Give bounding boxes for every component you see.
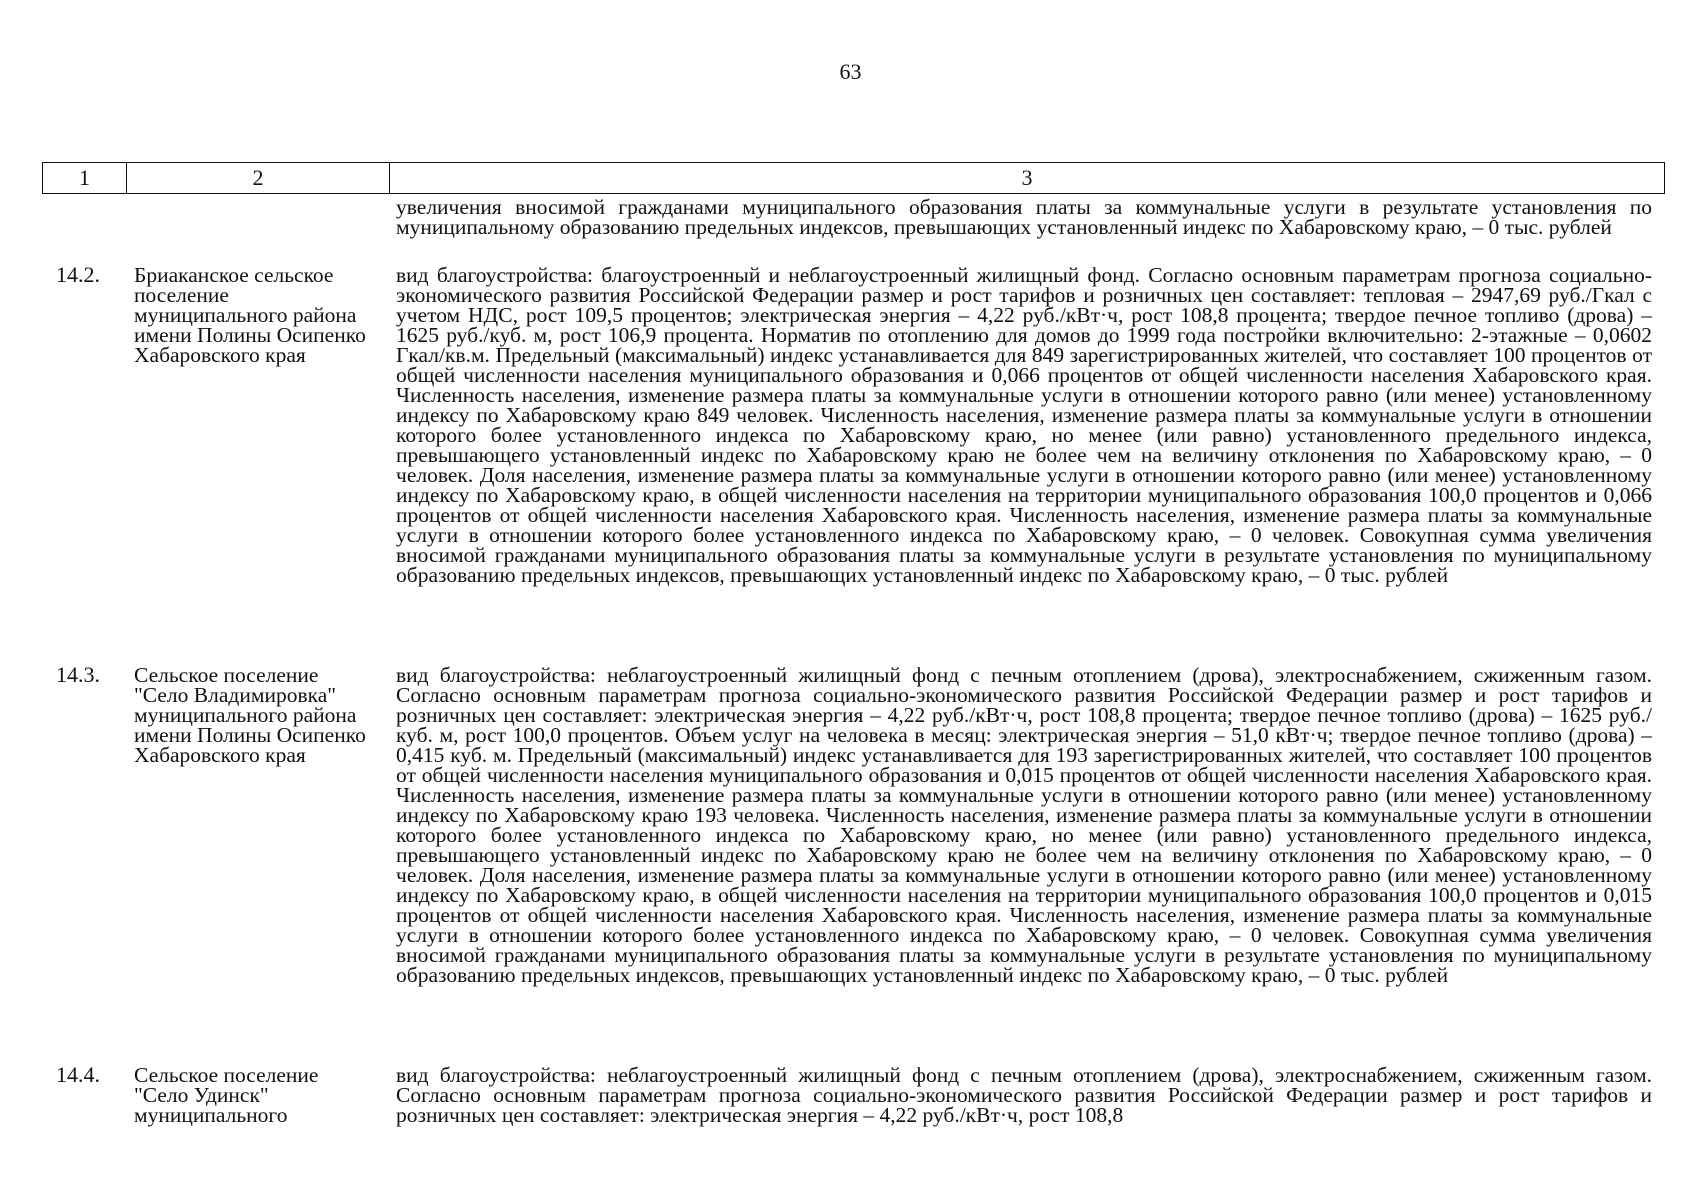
row-description: вид благоустройства: неблагоустроенный жилищный фонд с печным отоплением (дрова), электроснабжением, сжиженным газом. Согласно основным параметрам прогноза социально-экономического развития Российской Федерации размер и рост тарифов и розничных цен составляет: электрическая энергия – 4,22 руб./кВт·ч, рост 108,8 <box>396 1063 1652 1127</box>
page-number: 63 <box>839 59 862 84</box>
row-description: вид благоустройства: неблагоустроенный жилищный фонд с печным отоплением (дрова), электроснабжением, сжиженным газом. Согласно основным параметрам прогноза социально-экономического развития Российской Федерации размер и рост тарифов и розничных цен составляет: электрическая энергия – 4,22 руб./кВт·ч, рост 108,8 процента; твердое печное топливо (дрова) – 1625 руб./куб. м, рост 100,0 процентов. Объем услуг на человека в месяц: электрическая энергия – 51,0 кВт·ч; твердое печное топливо (дрова) – 0,415 куб. м. Предельный (максимальный) индекс устанавливается для 193 зарегистрированных жителей, что составляет 100 процентов от общей численности населения муниципального образования и 0,015 процентов от общей численности населения Хабаровского края. Численность населения, изменение размера платы за коммунальные услуги в отношении которого равно (или менее) установленному индексу по Хабаровскому краю 193 человека. Численность населения, изменение размера платы за коммунальные услуги в отношении которого более установленного индекса по Хабаровскому краю, но менее (или равно) установленного предельного индекса, превышающего установленный индекс по Хабаровскому краю не более чем на величину отклонения по Хабаровскому краю, – 0 человек. Доля населения, изменение размера платы за коммунальные услуги в отношении которого равно (или менее) установленному индексу по Хабаровскому краю, в общей численности населения на территории муниципального образования 100,0 процентов и 0,015 процентов от общей численности населения Хабаровского края. Численность населения, изменение размера платы за коммунальные услуги в отношении которого более установленного индекса по Хабаровскому краю, – 0 человек. Совокупная сумма увеличения вносимой гражданами муниципального образования платы за коммунальные услуги в результате установления по муниципальному образованию предельных индексов, превышающих установленный индекс по Хабаровскому краю, – 0 тыс. рублей <box>396 663 1652 987</box>
row-number: 14.3. <box>56 662 100 687</box>
settlement-name: Сельское поселение "Село Владимировка" муниципального района имени Полины Осипенко Хабаровского края <box>134 663 366 767</box>
table-header <box>42 162 1665 194</box>
settlement-name: Сельское поселение "Село Удинск" муниципального <box>134 1063 319 1127</box>
header-col-3: 3 <box>390 163 1665 194</box>
table-header-row <box>43 163 1665 194</box>
header-col-2: 2 <box>127 163 390 194</box>
header-col-1: 1 <box>43 163 127 194</box>
row-number: 14.4. <box>56 1062 100 1087</box>
settlement-name: Бриаканское сельское поселение муниципального района имени Полины Осипенко Хабаровского края <box>134 263 366 367</box>
row-description: вид благоустройства: благоустроенный и неблагоустроенный жилищный фонд. Согласно основным параметрам прогноза социально-экономического развития Российской Федерации размер и рост тарифов и розничных цен составляет: тепловая – 2947,69 руб./Гкал с учетом НДС, рост 109,5 процентов; электрическая энергия – 4,22 руб./кВт·ч, рост 108,8 процента; твердое печное топливо (дрова) – 1625 руб./куб. м, рост 106,9 процента. Норматив по отоплению для домов до 1999 года постройки включительно: 2-этажные – 0,0602 Гкал/кв.м. Предельный (максимальный) индекс устанавливается для 849 зарегистрированных жителей, что составляет 100 процентов от общей численности населения муниципального образования и 0,066 процентов от общей численности населения Хабаровского края. Численность населения, изменение размера платы за коммунальные услуги в отношении которого равно (или менее) установленному индексу по Хабаровскому краю 849 человек. Численность населения, изменение размера платы за коммунальные услуги в отношении которого более установленного индекса по Хабаровскому краю, но менее (или равно) установленного предельного индекса, превышающего установленный индекс по Хабаровскому краю не более чем на величину отклонения по Хабаровскому краю, – 0 человек. Доля населения, изменение размера платы за коммунальные услуги в отношении которого равно (или менее) установленному индексу по Хабаровскому краю, в общей численности населения на территории муниципального образования 100,0 процентов и 0,066 процентов от общей численности населения Хабаровского края. Численность населения, изменение размера платы за коммунальные услуги в отношении которого более установленного индекса по Хабаровскому краю, – 0 человек. Совокупная сумма увеличения вносимой гражданами муниципального образования платы за коммунальные услуги в результате установления по муниципальному образованию предельных индексов, превышающих установленный индекс по Хабаровскому краю, – 0 тыс. рублей <box>396 263 1652 587</box>
row-number: 14.2. <box>56 262 100 287</box>
continuation-text: увеличения вносимой гражданами муниципального образования платы за коммунальные услуги в результате установления по муниципальному образованию предельных индексов, превышающих установленный индекс по Хабаровскому краю, – 0 тыс. рублей <box>396 195 1652 239</box>
